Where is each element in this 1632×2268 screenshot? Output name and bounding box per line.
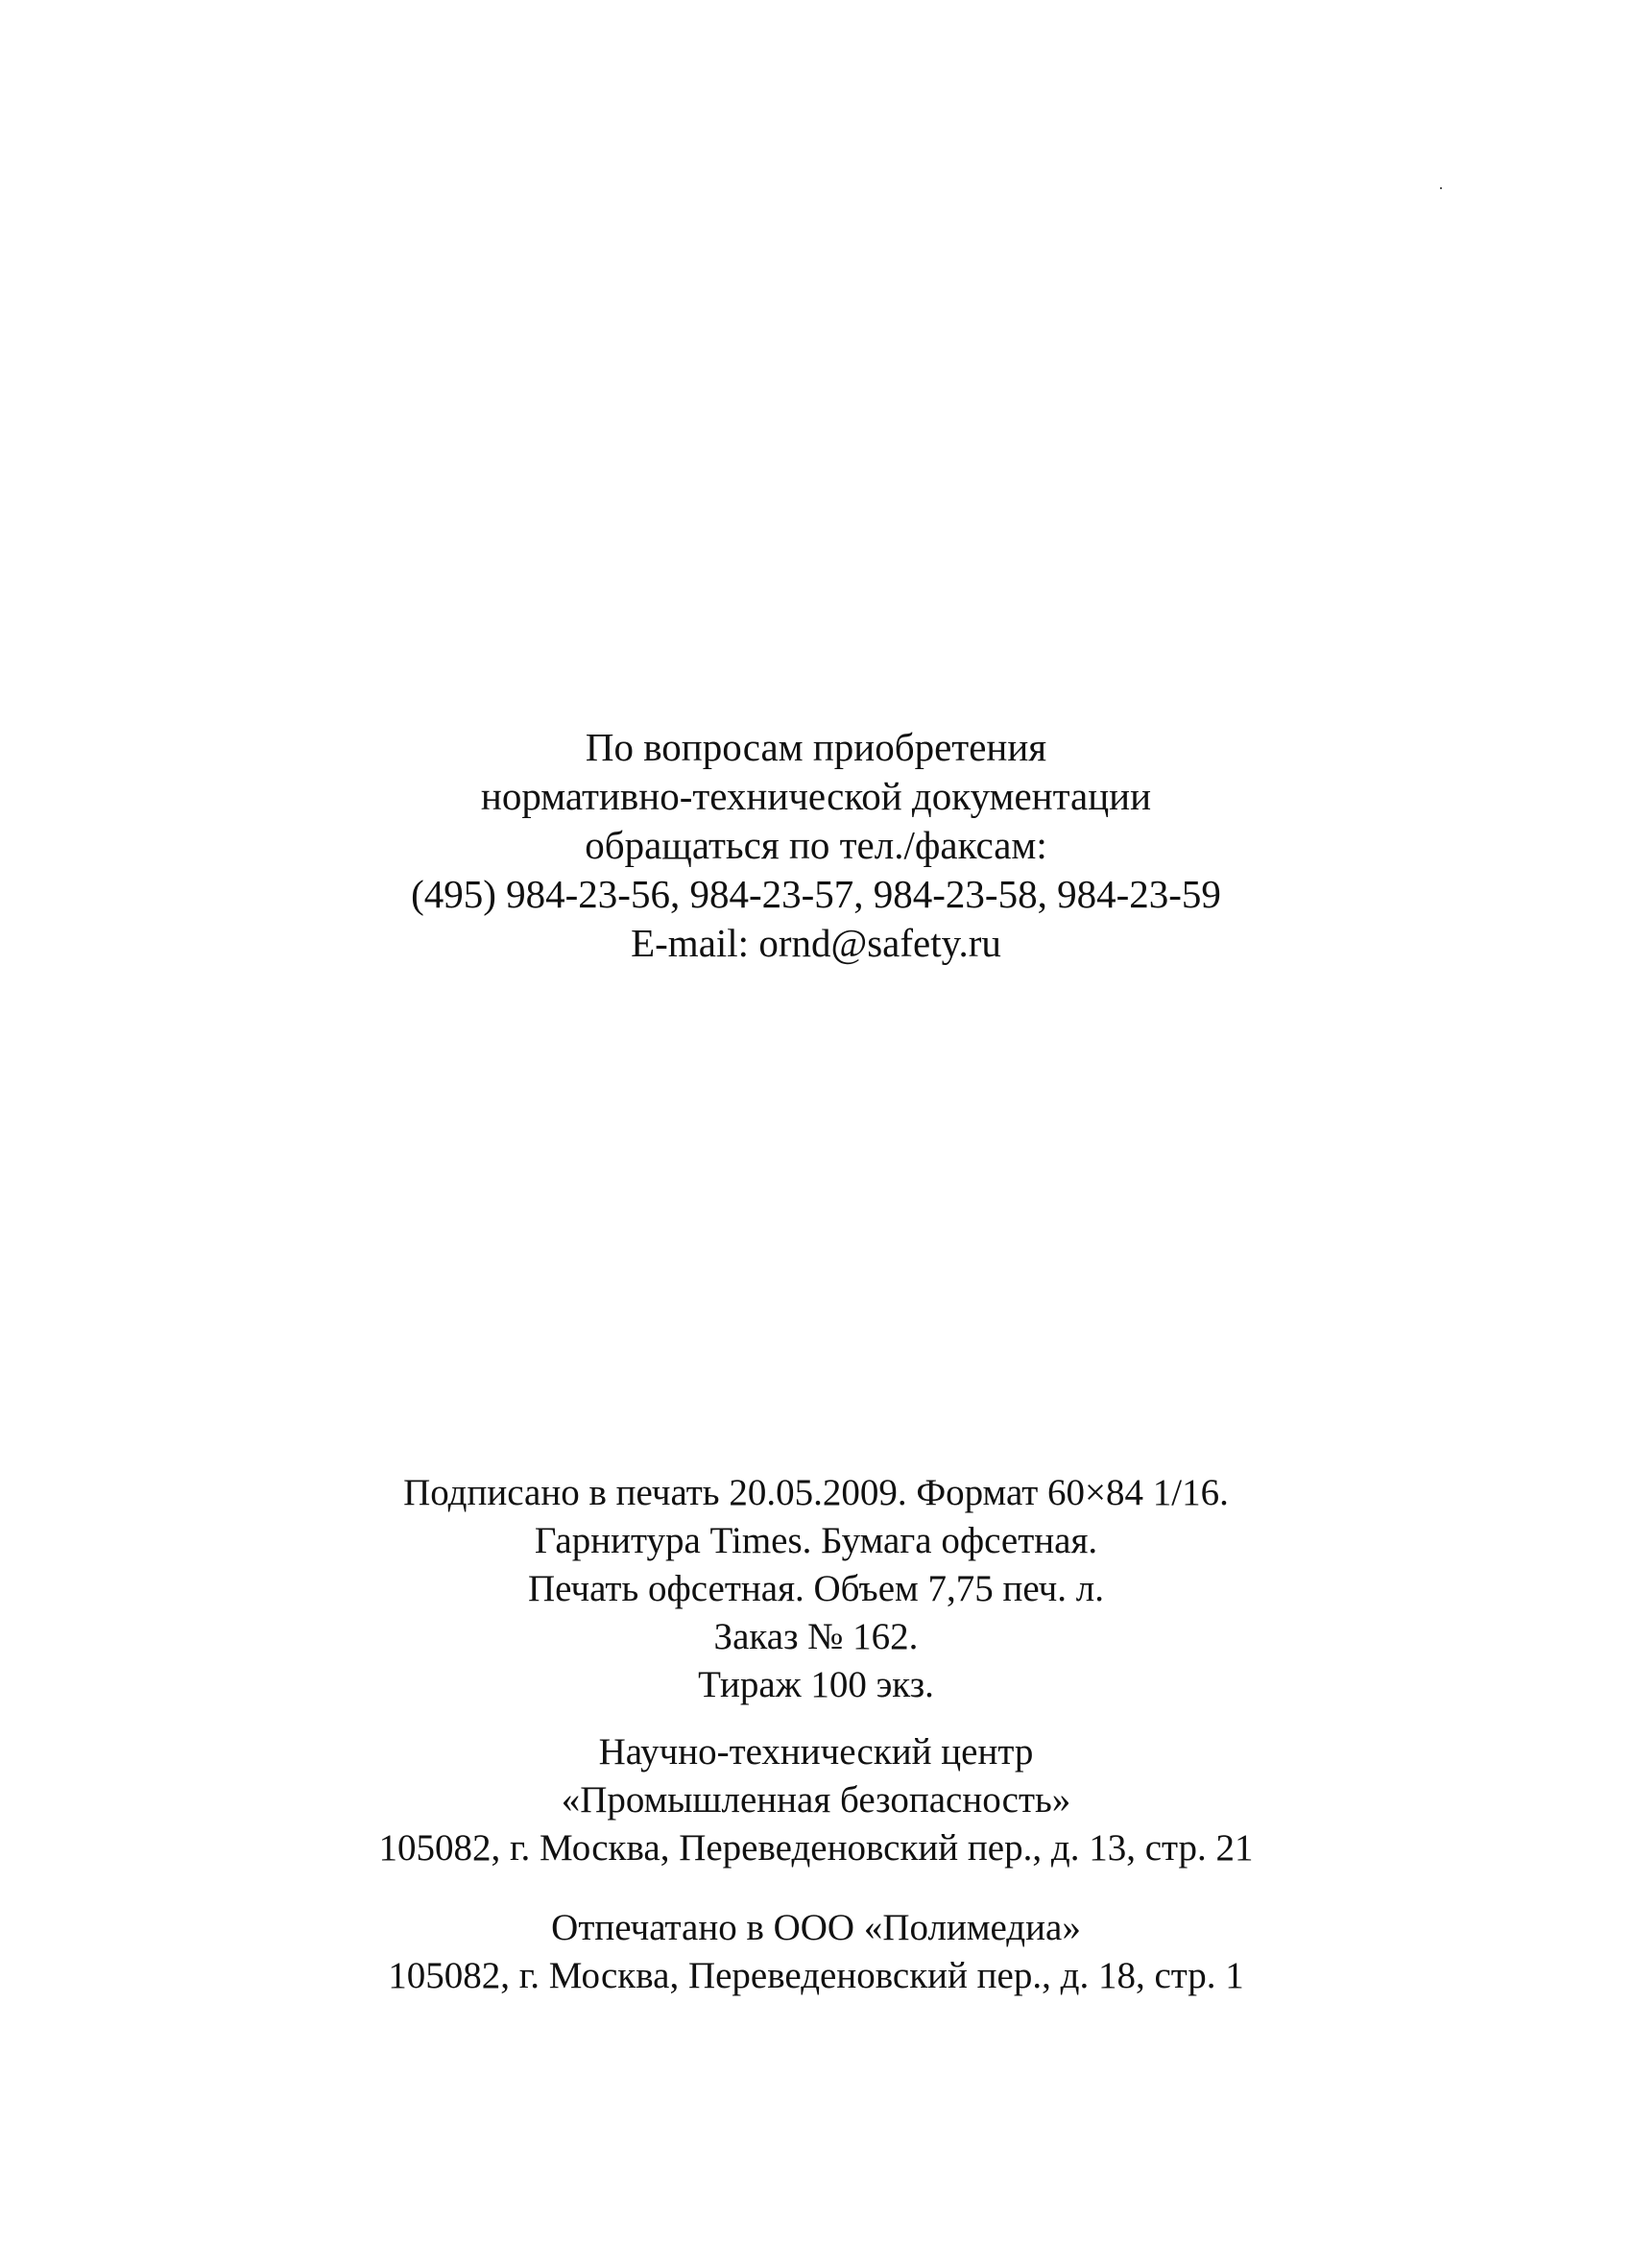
print-imprint-info	[0, 1469, 1632, 1709]
publisher-line-address: 105082, г. Москва, Переведеновский пер., д. 13, стр. 21	[378, 1827, 1254, 1869]
imprint-line-order-number: Заказ № 162.	[713, 1616, 919, 1657]
printer-line-address: 105082, г. Москва, Переведеновский пер., д. 18, стр. 1	[388, 1955, 1244, 1996]
contact-line-heading: По вопросам приобретения	[585, 725, 1047, 769]
publisher-info	[0, 1728, 1632, 1872]
scan-speck	[1440, 187, 1442, 189]
purchase-contact-info	[0, 723, 1632, 968]
imprint-line-print-run: Тираж 100 экз.	[698, 1664, 934, 1705]
imprint-line-print-volume: Печать офсетная. Объем 7,75 печ. л.	[527, 1568, 1104, 1609]
contact-line-subject: нормативно-технической документации	[480, 774, 1152, 818]
imprint-line-typeface-paper: Гарнитура Times. Бумага офсетная.	[534, 1520, 1098, 1561]
contact-line-instruction: обращаться по тел./факсам:	[585, 823, 1047, 867]
publisher-line-type: Научно-технический центр	[598, 1731, 1034, 1773]
publisher-line-name: «Промышленная безопасность»	[561, 1779, 1071, 1821]
printer-info	[0, 1904, 1632, 2000]
contact-line-phones: (495) 984-23-56, 984-23-57, 984-23-58, 984-23-59	[411, 872, 1221, 916]
imprint-line-signed-format: Подписано в печать 20.05.2009. Формат 60×84 1/16.	[403, 1472, 1229, 1513]
contact-line-email: E-mail: ornd@safety.ru	[631, 921, 1001, 965]
printer-line-name: Отпечатано в ООО «Полимедиа»	[551, 1907, 1081, 1948]
